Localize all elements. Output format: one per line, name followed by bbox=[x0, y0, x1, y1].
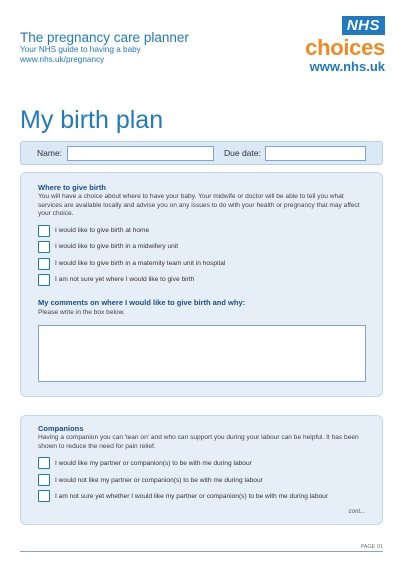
option-partner-yes-label: I would like my partner or companion(s) to be with me during labour bbox=[55, 460, 252, 467]
continued-note: cont... bbox=[348, 509, 365, 515]
planner-subtitle: Your NHS guide to having a baby bbox=[20, 45, 141, 54]
page-title: My birth plan bbox=[20, 106, 164, 134]
name-due-date-bar bbox=[20, 141, 383, 165]
name-field[interactable] bbox=[67, 146, 214, 161]
companions-intro: Having a companion you can 'lean on' and who can support you during your labour can be helpful. It has been shown to reduce the need for pain relief. bbox=[38, 434, 359, 450]
nhs-url[interactable]: www.nhs.uk bbox=[309, 59, 385, 74]
nhs-logo-badge: NHS bbox=[342, 16, 385, 35]
option-midwifery-unit-label: I would like to give birth in a midwifery unit bbox=[55, 243, 179, 250]
where-heading: Where to give birth bbox=[38, 183, 106, 192]
option-not-sure-where-label: I am not sure yet where I would like to give birth bbox=[55, 276, 195, 283]
checkbox-maternity-hospital[interactable] bbox=[38, 258, 50, 270]
planner-header bbox=[20, 30, 189, 65]
due-date-label: Due date: bbox=[224, 148, 261, 158]
checkbox-midwifery-unit[interactable] bbox=[38, 241, 50, 253]
checkbox-partner-no[interactable] bbox=[38, 474, 50, 486]
companions-heading: Companions bbox=[38, 424, 84, 433]
checkbox-not-sure-where[interactable] bbox=[38, 274, 50, 286]
comments-heading: My comments on where I would like to give birth and why: bbox=[38, 298, 246, 307]
footer-divider bbox=[20, 551, 383, 552]
nhs-choices-logo bbox=[265, 16, 385, 74]
name-label: Name: bbox=[37, 148, 63, 158]
checkbox-partner-yes[interactable] bbox=[38, 457, 50, 469]
due-date-field[interactable] bbox=[265, 146, 366, 161]
page-number: PAGE 01 bbox=[360, 544, 383, 550]
comments-textarea[interactable] bbox=[38, 325, 366, 382]
checkbox-partner-not-sure[interactable] bbox=[38, 490, 50, 502]
where-intro: You will have a choice about where to have your baby. Your midwife or doctor will be able to tell you what services are available locally and advise you on any issues to do with your health or pregnancy that may affect your choice. bbox=[38, 193, 360, 218]
option-partner-no-label: I would not like my partner or companion(s) to be with me during labour bbox=[55, 477, 263, 484]
option-partner-not-sure-label: I am not sure yet whether I would like my partner or companion(s) to be with me during labour bbox=[55, 493, 329, 500]
checkbox-home[interactable] bbox=[38, 225, 50, 237]
comments-hint: Please write in the box below. bbox=[38, 309, 125, 316]
planner-title: The pregnancy care planner bbox=[20, 30, 189, 45]
planner-url[interactable]: www.nhs.uk/pregnancy bbox=[20, 55, 105, 64]
option-home-label: I would like to give birth at home bbox=[55, 227, 150, 234]
option-maternity-hospital-label: I would like to give birth in a maternity team unit in hospital bbox=[55, 260, 226, 267]
choices-wordmark: choices bbox=[305, 35, 385, 60]
